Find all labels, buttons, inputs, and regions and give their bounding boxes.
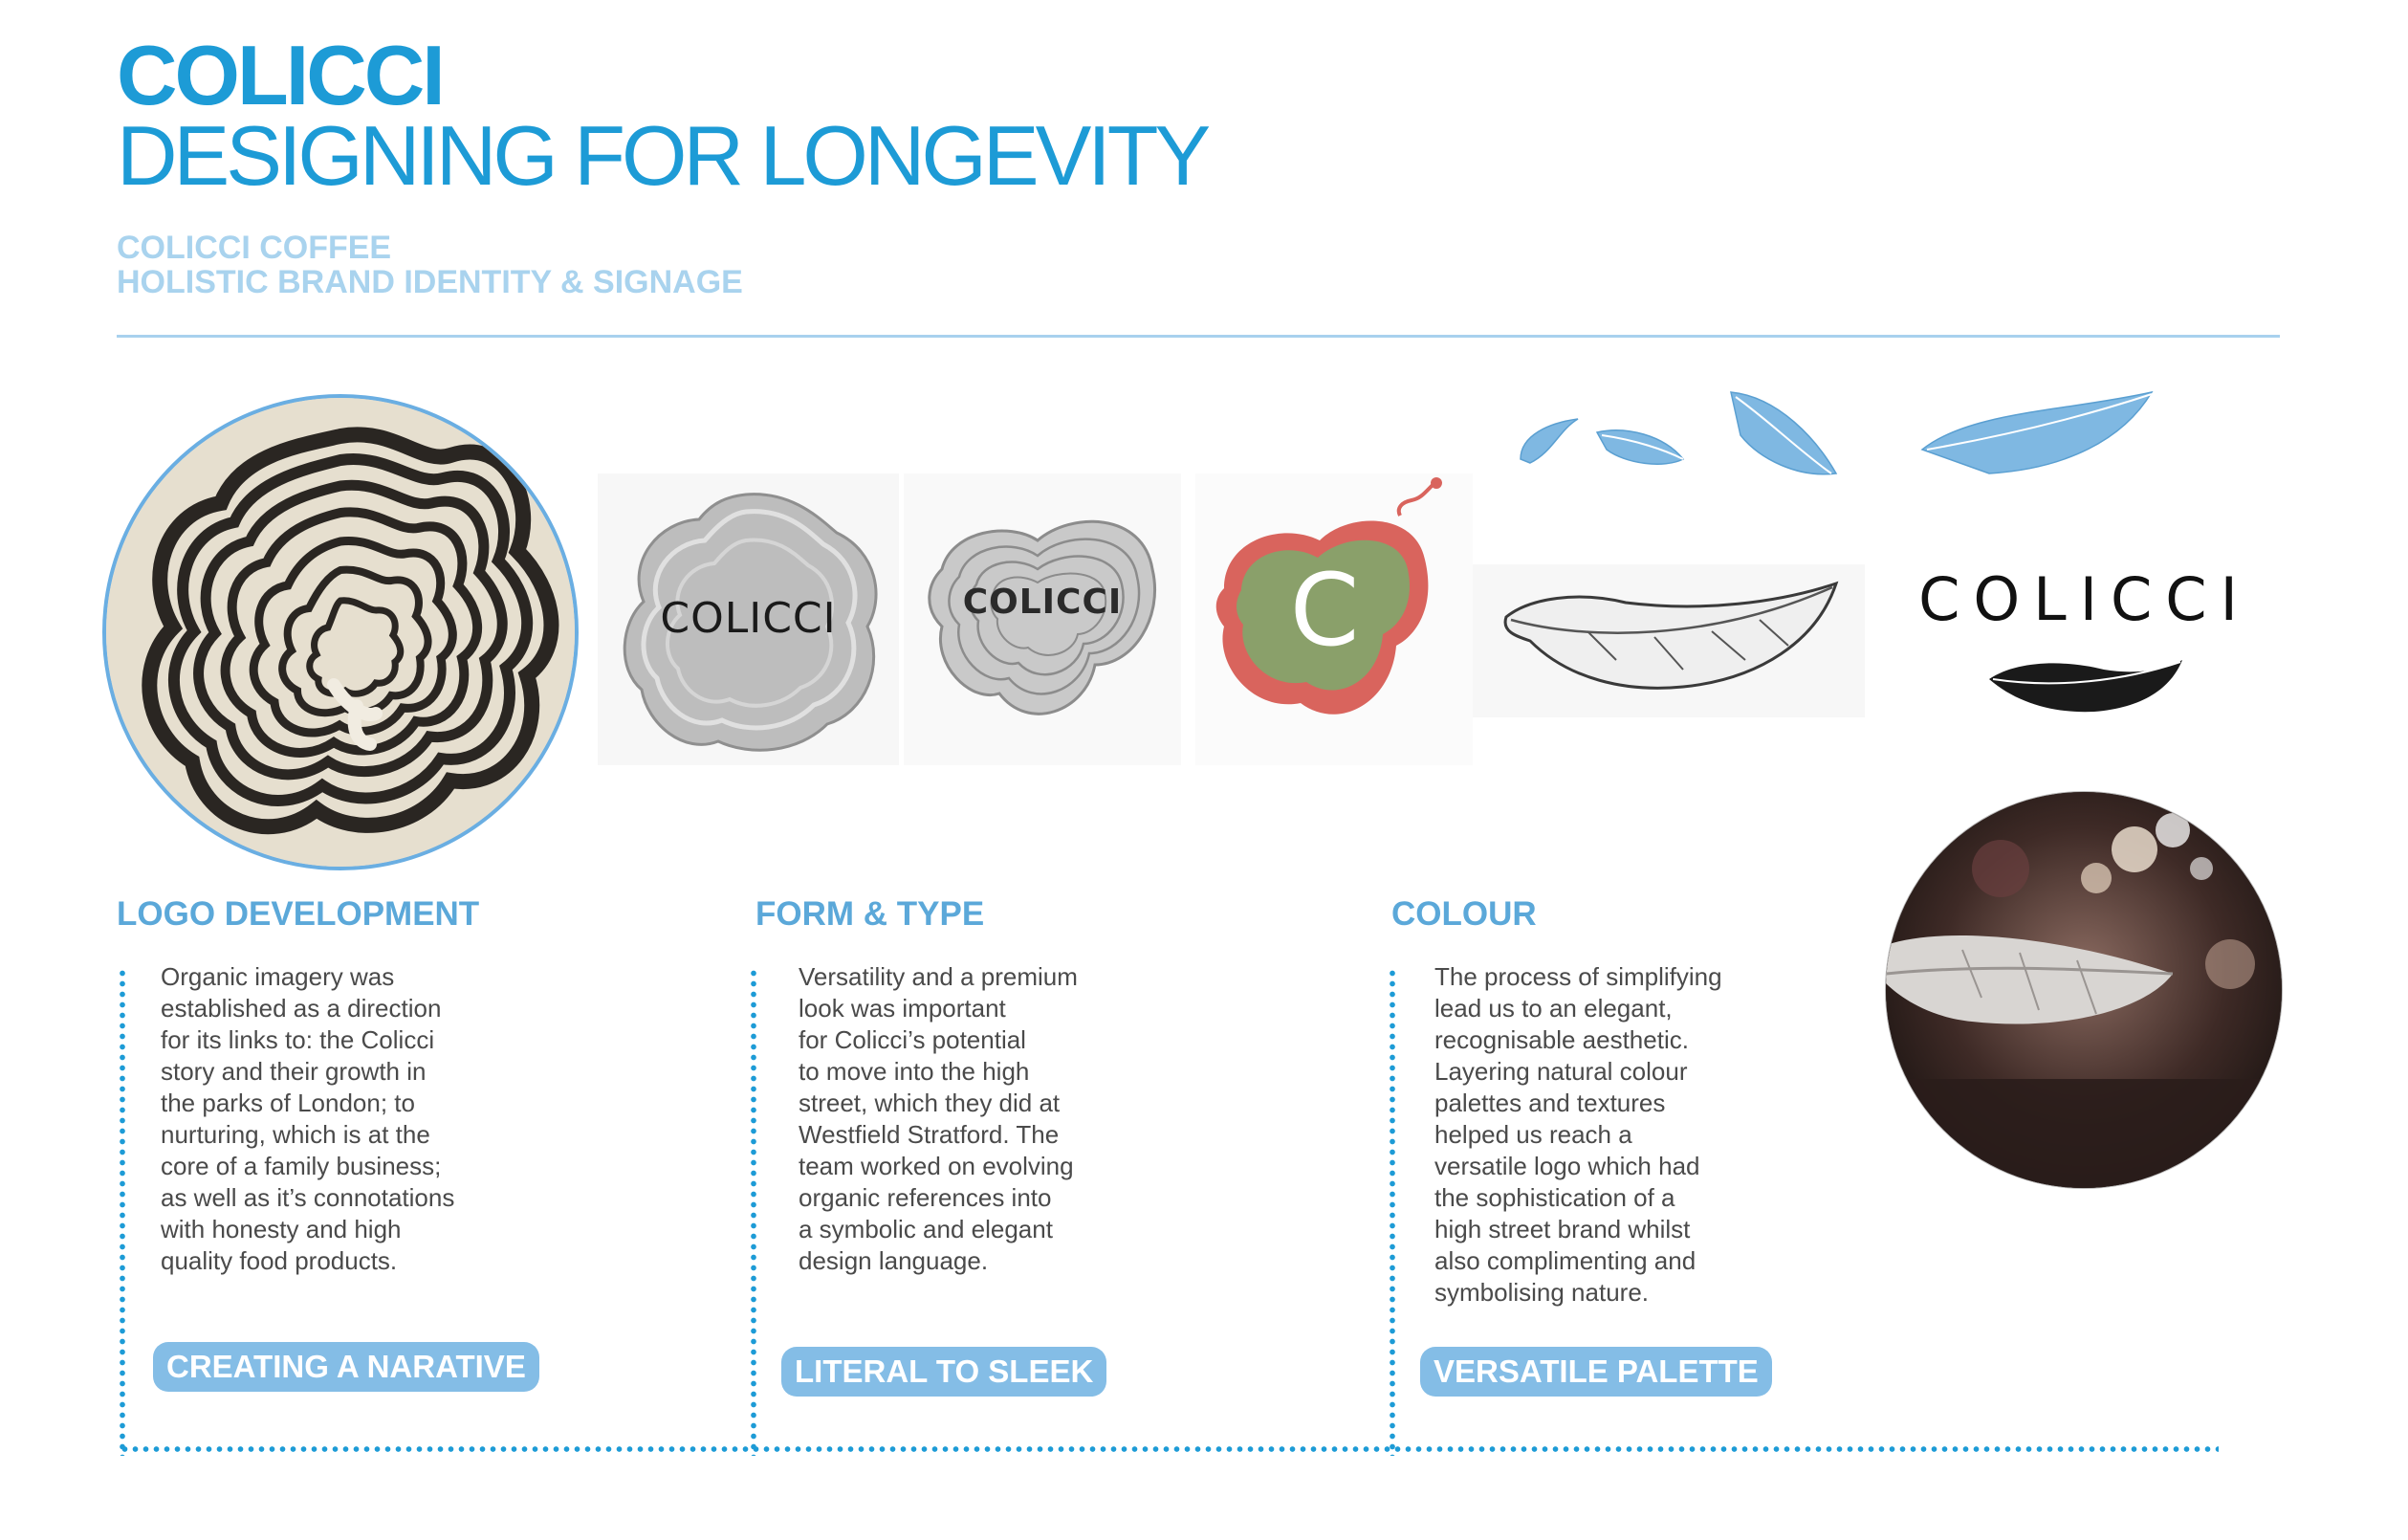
section-heading-form-type: FORM & TYPE xyxy=(755,895,985,933)
tag-literal-to-sleek: LITERAL TO SLEEK xyxy=(781,1347,1106,1397)
final-logo xyxy=(1874,564,2295,717)
leaf-icon xyxy=(1980,650,2190,717)
logo-1-text: COLICCI xyxy=(660,594,837,643)
section-body-colour: The process of simplifying lead us to an elegant, recognisable aesthetic. Layering natural colour palettes and textures helped us reach a versatile logo which had the sophistication of a high street brand whilst also complimenting and symbolising nature. xyxy=(1434,962,1722,1307)
leaf-icon-row xyxy=(1492,383,2257,507)
dotted-divider xyxy=(751,968,756,1456)
header-divider xyxy=(117,335,2280,338)
brand-title: COLICCI xyxy=(117,28,443,122)
section-heading-colour: COLOUR xyxy=(1391,895,1537,933)
leaf-icon-1 xyxy=(1521,419,1578,463)
tag-versatile-palette: VERSATILE PALETTE xyxy=(1420,1347,1772,1397)
final-logo-wordmark: COLICCI xyxy=(1918,564,2251,634)
section-body-form-type: Versatility and a premium look was important for Colicci’s potential to move into the high street, which they did at Westfield Stratford. The team worked on evolving organic references into a symbolic and elegant design language. xyxy=(799,962,1078,1275)
section-body-logo-development: Organic imagery was established as a direction for its links to: the Colicci story and their growth in the parks of London; to nurturing, which is at the core of a family business; as well as it’s connotations with honesty and high quality food products. xyxy=(161,962,455,1275)
dotted-baseline xyxy=(120,1446,2219,1452)
page-title: DESIGNING FOR LONGEVITY xyxy=(117,108,1208,203)
cafe-photo xyxy=(1886,792,2282,1188)
tree-stump-image xyxy=(102,394,579,870)
section-heading-logo-development: LOGO DEVELOPMENT xyxy=(117,895,480,933)
logo-concept-textured xyxy=(598,473,899,765)
logo-3-text: C xyxy=(1289,552,1360,669)
logo-concept-colour xyxy=(1195,473,1473,765)
tag-creating-a-narative: CREATING A NARATIVE xyxy=(153,1342,539,1392)
subtitle-project: COLICCI COFFEE xyxy=(117,230,392,266)
logo-concept-rings xyxy=(904,473,1181,765)
logo-2-text: COLICCI xyxy=(962,583,1123,622)
leaf-sketch-icon xyxy=(1473,564,1865,717)
subtitle-scope: HOLISTIC BRAND IDENTITY & SIGNAGE xyxy=(117,264,743,300)
dotted-divider xyxy=(120,968,125,1456)
dotted-divider xyxy=(1390,968,1395,1456)
